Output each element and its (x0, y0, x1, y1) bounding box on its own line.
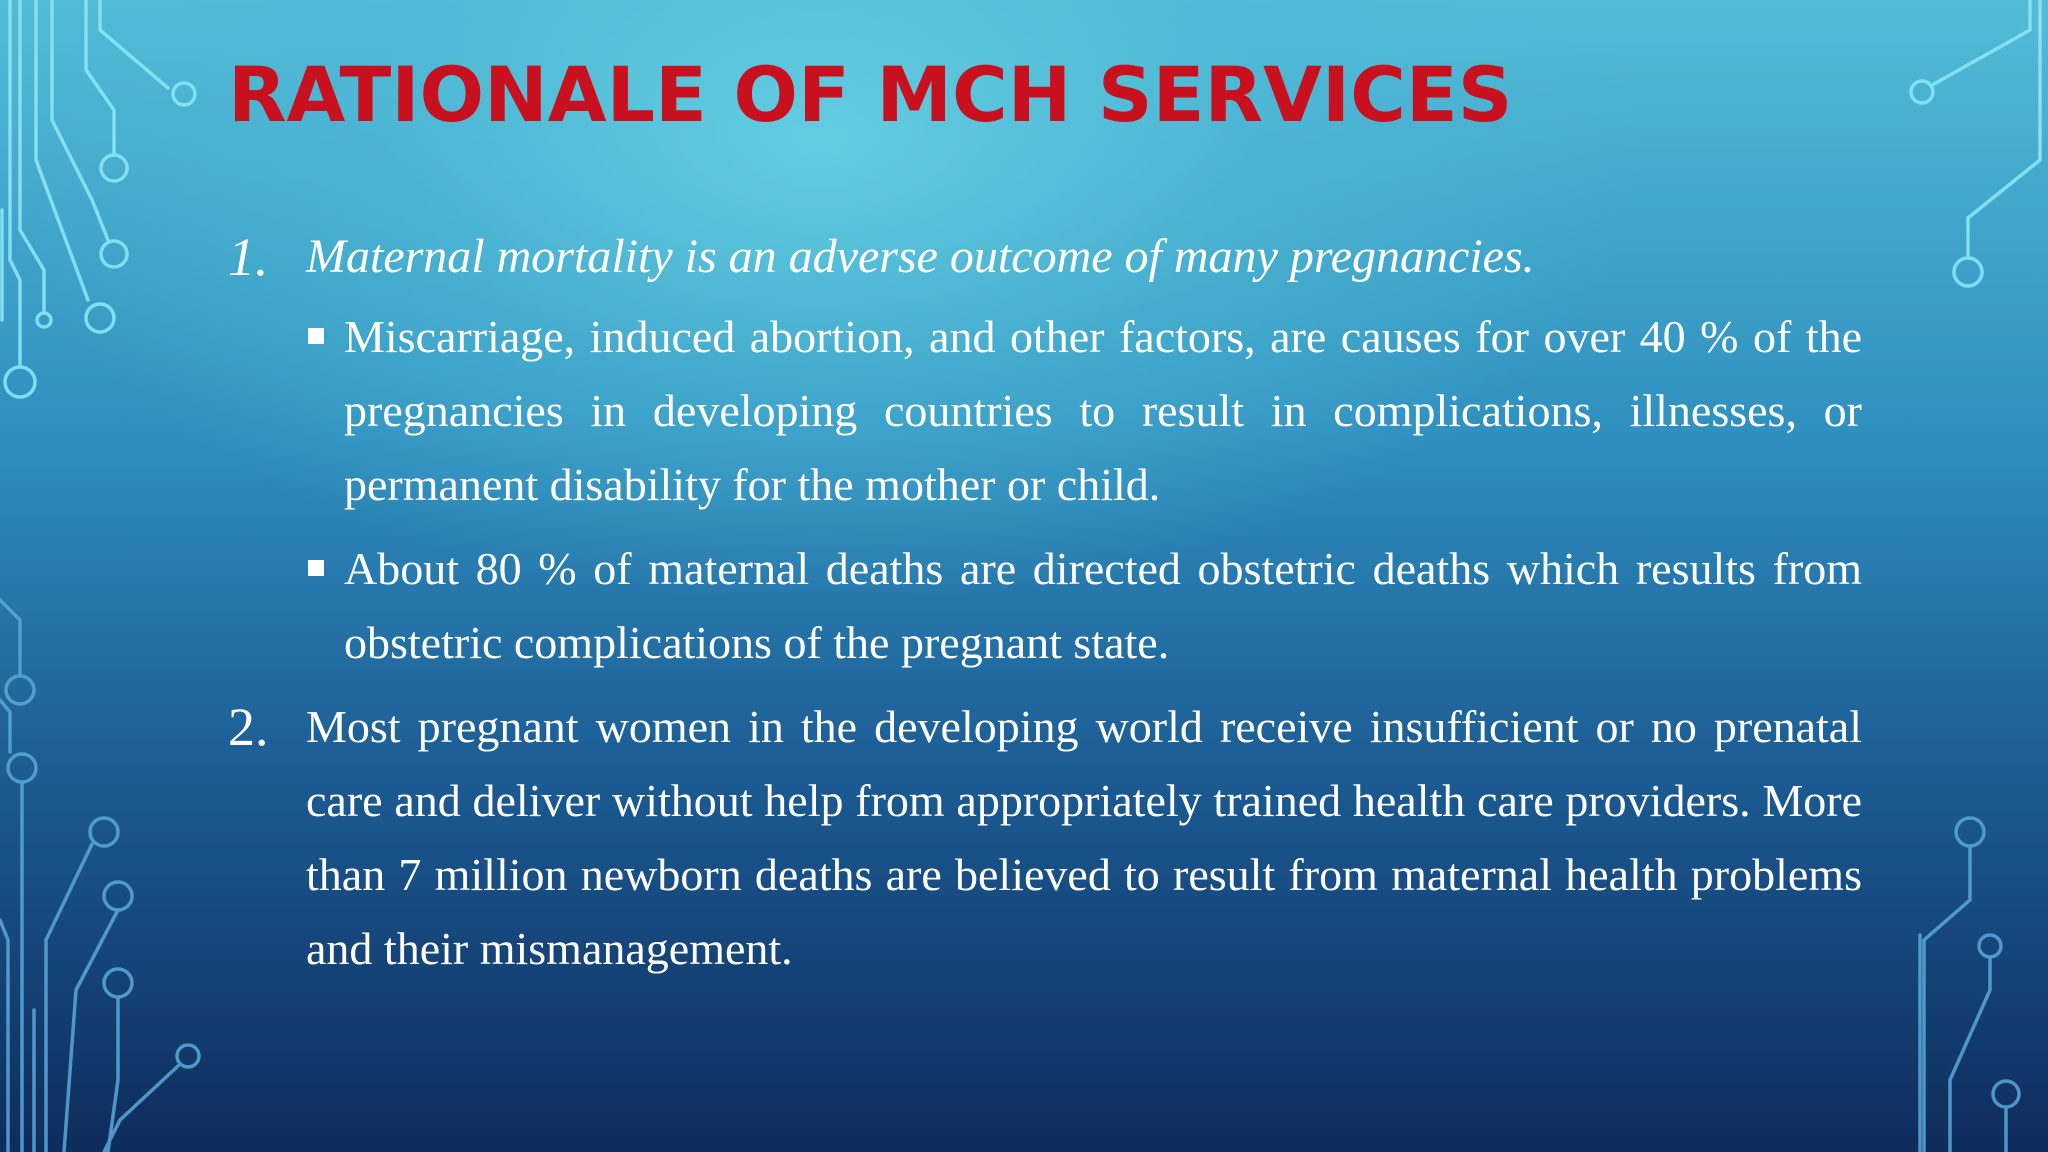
bullet-list (306, 300, 1862, 680)
circuit-left-top (2, 0, 195, 397)
numbered-item-2 (228, 690, 1862, 986)
bullet-text: About 80 % of maternal deaths are directed obstetric deaths which results from obstetric complications of the pregnant state. (344, 543, 1862, 668)
slide-body (228, 220, 1862, 986)
numbered-item-1 (228, 220, 1862, 680)
square-bullet-icon (308, 560, 324, 576)
item-number: 1. (228, 227, 269, 287)
item-text: Maternal mortality is an adverse outcome of many pregnancies. (306, 230, 1535, 283)
square-bullet-icon (308, 328, 324, 344)
item-number: 2. (228, 697, 269, 757)
bullet-item (306, 532, 1862, 680)
slide-title: RATIONALE OF MCH SERVICES (228, 50, 1513, 139)
circuit-left-bottom (0, 600, 199, 1152)
circuit-right-top (1911, 0, 2040, 286)
item-text: Most pregnant women in the developing world receive insufficient or no prenatal care and deliver without help from appropriately trained health care providers. More than 7 million newborn deaths are believed to result from maternal health problems and their mismanagement. (306, 701, 1862, 974)
bullet-text: Miscarriage, induced abortion, and other factors, are causes for over 40 % of the pregnancies in developing countries to result in complications, illnesses, or permanent disability for the mother or child. (344, 311, 1862, 510)
bullet-item (306, 300, 1862, 522)
circuit-right-bottom (1920, 818, 2019, 1152)
